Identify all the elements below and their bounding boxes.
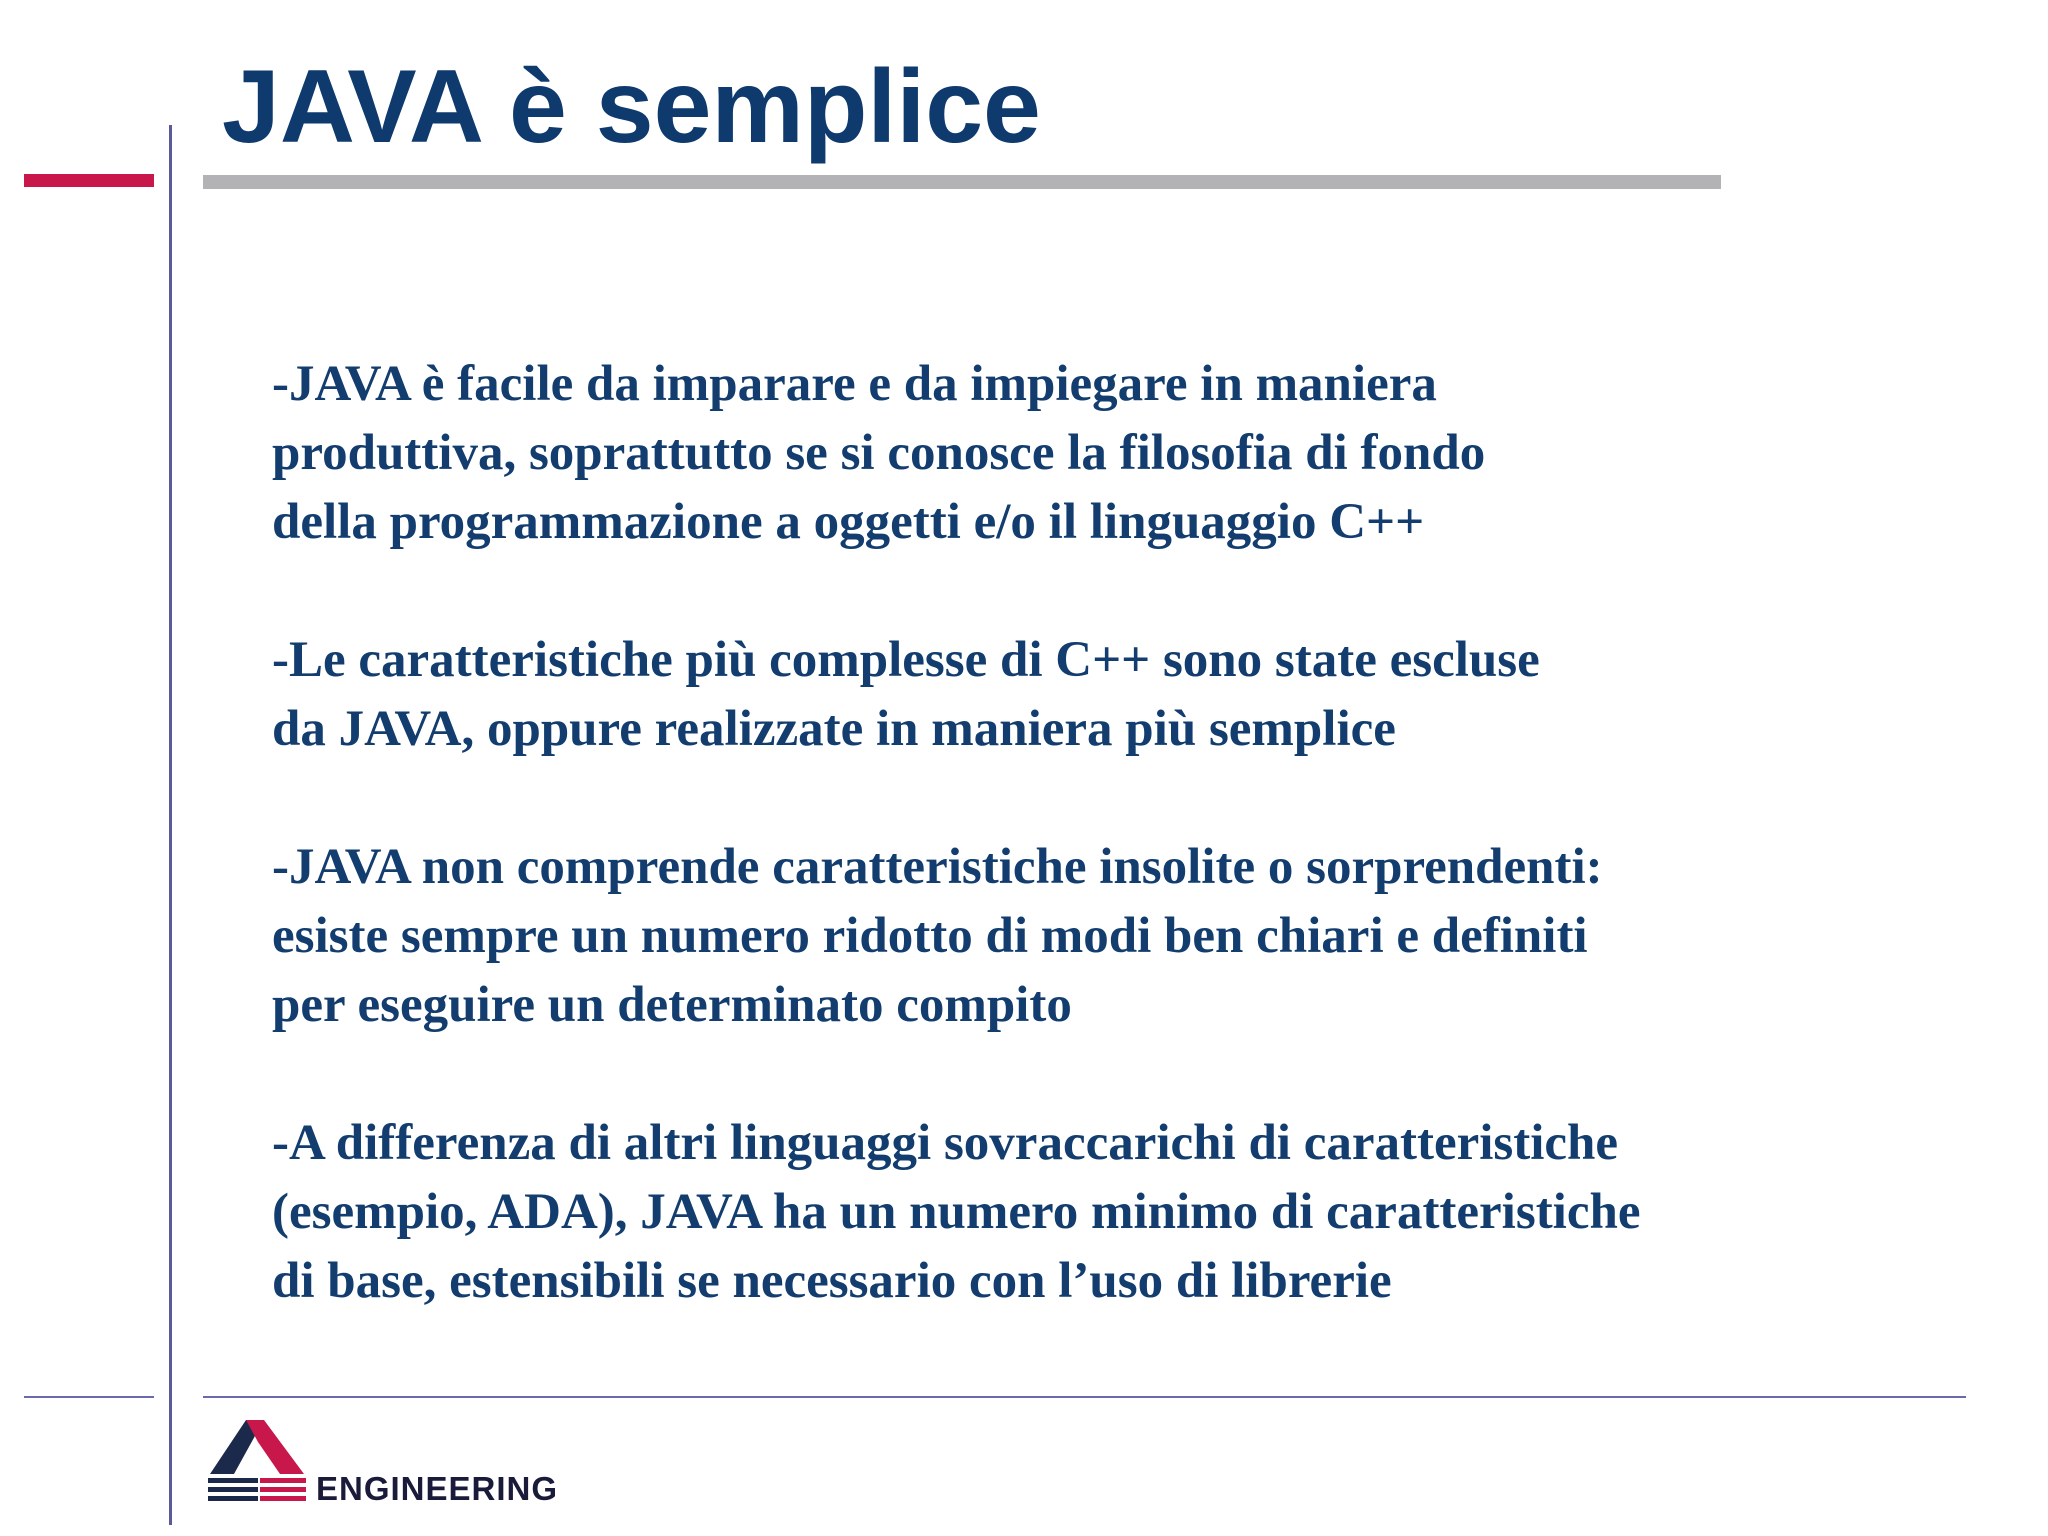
paragraph-4: [272, 1109, 1932, 1316]
paragraph-line: per eseguire un determinato compito: [272, 977, 1072, 1033]
left-vertical-rule: [169, 125, 172, 1525]
paragraph-line: (esempio, ADA), JAVA ha un numero minimo di caratteristiche: [272, 1184, 1641, 1240]
paragraph-line: -A differenza di altri linguaggi sovraccarichi di caratteristiche: [272, 1115, 1619, 1171]
paragraph-line: da JAVA, oppure realizzate in maniera più semplice: [272, 701, 1396, 757]
title-underline-gray-bar: [203, 175, 1721, 189]
paragraph-3: [272, 833, 1932, 1040]
engineering-logo-text: ENGINEERING: [316, 1470, 559, 1507]
engineering-logo: [204, 1414, 584, 1514]
paragraph-1: [272, 350, 1932, 557]
footer-rule-left: [24, 1396, 154, 1398]
paragraph-line: della programmazione a oggetti e/o il linguaggio C++: [272, 494, 1425, 550]
paragraph-2: [272, 626, 1932, 764]
paragraph-line: -JAVA è facile da imparare e da impiegare in maniera: [272, 356, 1437, 412]
paragraph-line: di base, estensibili se necessario con l’uso di librerie: [272, 1253, 1392, 1309]
slide-title: JAVA è semplice: [222, 49, 1041, 165]
footer-rule-right: [203, 1396, 1966, 1398]
paragraph-line: produttiva, soprattutto se si conosce la filosofia di fondo: [272, 425, 1486, 481]
paragraph-line: -Le caratteristiche più complesse di C++ sono state escluse: [272, 632, 1540, 688]
paragraph-line: esiste sempre un numero ridotto di modi ben chiari e definiti: [272, 908, 1588, 964]
paragraph-line: -JAVA non comprende caratteristiche insolite o sorprendenti:: [272, 839, 1603, 895]
title-accent-red-bar: [24, 174, 154, 187]
engineering-logo-icon: [204, 1414, 310, 1504]
slide-body: [272, 350, 1932, 1316]
